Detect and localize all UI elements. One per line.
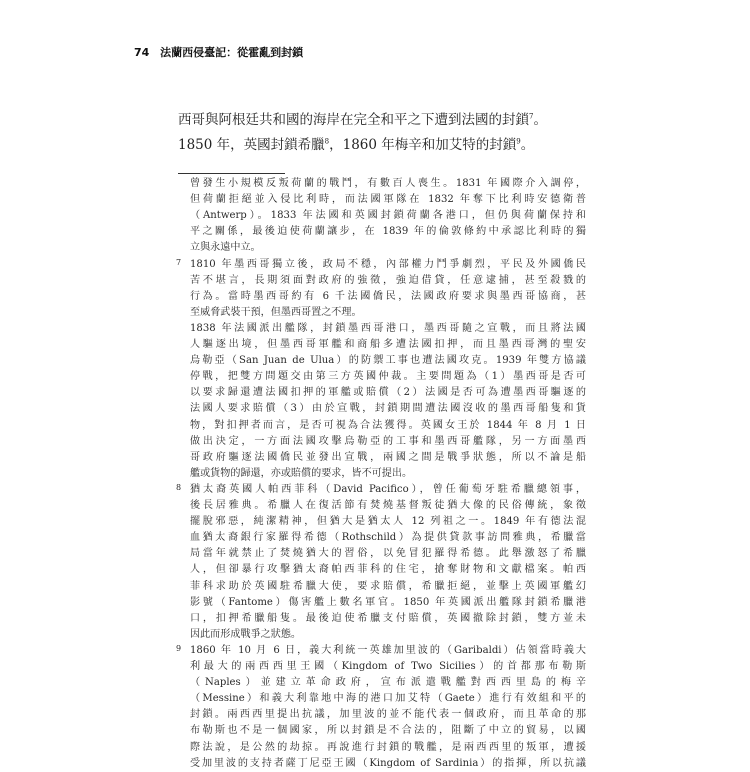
footnote-line: 但荷蘭拒絕並入侵比利時，而法國軍隊在 1832 年奪下比利時安德衛普 bbox=[190, 194, 586, 206]
body-line bbox=[178, 108, 547, 128]
footnote-line: 受加里波的支持者薩丁尼亞王國（Kingdom of Sardinia）的指揮，所以抗議 bbox=[190, 757, 586, 769]
footnote-ref[interactable]: 8 bbox=[324, 137, 330, 146]
body-text: ，1860 年梅辛和加艾特的封鎖 bbox=[329, 137, 517, 153]
footnote-line: 利最大的兩西西里王國（Kingdom of Two Sicilies）的首都那布勒斯 bbox=[190, 661, 586, 672]
footnote-line: 行為。當時墨西哥約有 6 千法國僑民，法國政府要求與墨西哥協商，甚 bbox=[190, 290, 586, 302]
footnote-line: 法國人要求賠償（3）由於宣戰，封鎖期間遭法國沒收的墨西哥船隻和貨 bbox=[190, 403, 586, 415]
footnote-ref[interactable]: 7 bbox=[529, 112, 534, 121]
footnote-marker: 7 bbox=[176, 257, 182, 267]
footnote-line: 1810 年墨西哥獨立後，政局不穩，內部權力鬥爭劇烈，平民及外國僑民 bbox=[190, 258, 586, 270]
book-title: 法蘭西侵臺記：從霍亂到封鎖 bbox=[160, 46, 304, 59]
footnote-line: 曾發生小規模反叛荷蘭的戰鬥，有數百人喪生。1831 年國際介入調停， bbox=[190, 178, 586, 189]
footnote-line: 做出決定，一方面法國攻擊烏勒亞的工事和墨西哥艦隊，另一方面墨西 bbox=[190, 435, 586, 447]
footnote-line: 封鎖。兩西西里提出抗議，加里波的並不能代表一個政府，而且革命的那 bbox=[190, 709, 586, 721]
footnote-line: 艦或貨物的歸還，亦或賠償的要求，皆不可提出。 bbox=[190, 467, 413, 479]
footnote-line: 1838 年法國派出艦隊，封鎖墨西哥港口，墨西哥隨之宣戰，而且將法國 bbox=[190, 322, 586, 334]
body-text: 1850 年，英國封鎖希臘 bbox=[178, 137, 325, 153]
footnote-line: 平之關係，最後迫使荷蘭讓步，在 1839 年的倫敦條約中承認比利時的獨 bbox=[190, 226, 586, 238]
footnote-line: 口，扣押希臘船隻。最後迫使希臘支付賠償，英國撤除封鎖，雙方並未 bbox=[190, 612, 586, 624]
footnote-marker: 8 bbox=[176, 482, 182, 492]
footnote-line: 菲科求助於英國駐希臘大使，要求賠償，希臘拒絕，並擊上英國軍艦幻 bbox=[190, 580, 586, 592]
footnote-line: 血猶太裔銀行家羅得希德（Rothschild）為提供貸款事訪問雅典，希臘當 bbox=[190, 532, 586, 544]
footnote-line: （Naples）並建立革命政府，宣布派遣戰艦對西西里島的梅辛 bbox=[190, 677, 586, 689]
footnote-line: 際法說，是公然的劫掠。再說進行封鎖的戰艦，是兩西西里的叛軍，遭援 bbox=[190, 741, 586, 753]
footnote-line: 局當年就禁止了焚燒猶大的習俗，以免冒犯羅得希德。此舉激怒了希臘 bbox=[190, 548, 586, 560]
footnote-line: 影號（Fantome）傷害艦上數名軍官。1850 年英國派出艦隊封鎖希臘港 bbox=[190, 596, 586, 608]
footnote-line: 苦不堪言，長期須面對政府的強徵，強迫借貸，任意逮捕，甚至殺戮的 bbox=[190, 274, 586, 286]
footnote-line: 後長居雅典。希臘人在復活節有焚燒基督叛徒猶大像的民俗傳統，象徵 bbox=[190, 500, 586, 511]
footnote-marker: 9 bbox=[176, 643, 182, 653]
footnote-line: 烏勒亞（San Juan de Ulua）的防禦工事也遭法國攻克。1939 年雙方協議 bbox=[190, 355, 586, 367]
page-number: 74 bbox=[134, 46, 150, 59]
footnote-separator bbox=[178, 173, 285, 174]
footnote-line: 人驅逐出境，但墨西哥軍艦和商船多遭法國扣押，而且墨西哥灣的聖安 bbox=[190, 339, 586, 350]
footnote-line: 布勒斯也不是一個國家，所以封鎖是不合法的，阻斷了中立的貿易，以國 bbox=[190, 725, 586, 737]
body-text: 。 bbox=[520, 137, 535, 153]
footnote-ref[interactable]: 9 bbox=[516, 137, 521, 146]
footnote-line: （Messine）和義大利靠地中海的港口加艾特（Gaete）進行有效組和平的 bbox=[190, 693, 586, 705]
footnote-line: 猶太裔英國人帕西菲科（David Pacifico），曾任葡萄牙駐希臘總領事， bbox=[190, 483, 586, 495]
running-header bbox=[134, 44, 303, 60]
body-line bbox=[178, 133, 534, 153]
footnote-line: 因此而形成戰爭之狀態。 bbox=[190, 628, 302, 640]
footnote-line: 至威脅武裝干預，但墨西哥置之不理。 bbox=[190, 306, 362, 318]
footnote-line: （Antwerp）。1833 年法國和英國封鎖荷蘭各港口，但仍與荷蘭保持和 bbox=[190, 210, 586, 222]
footnote-line: 以要求歸還遭法國扣押的軍艦或賠償（2）法國是否可為遭墨西哥驅逐的 bbox=[190, 387, 586, 399]
footnote-line: 哥政府驅逐法國僑民並發出宣戰，兩國之間是戰爭狀態，所以不論是船 bbox=[190, 451, 586, 463]
footnote-line: 擺脫邪惡，純潔精神，但猶大是猶太人 12 列祖之一。1849 年有德法混 bbox=[190, 516, 586, 528]
body-text: 西哥與阿根廷共和國的海岸在完全和平之下遭到法國的封鎖 bbox=[178, 112, 529, 128]
footnote-line: 1860 年 10 月 6 日，義大利統一英雄加里波的（Garibaldi）佔領當時義大 bbox=[190, 644, 586, 656]
footnote-line: 人，但卻暴行攻擊猶太裔帕西菲科的住宅，搶奪財物和文獻檔案。帕西 bbox=[190, 564, 586, 576]
footnote-line: 立與永遠中立。 bbox=[190, 242, 261, 254]
body-text: 。 bbox=[533, 112, 547, 128]
footnote-line: 停戰，把雙方問題交由第三方英國仲裁。主要問題為（1）墨西哥是否可 bbox=[190, 371, 586, 383]
footnote-line: 物，對扣押者而言，是否可視為合法獲得。英國女王於 1844 年 8 月 1 日 bbox=[190, 419, 586, 431]
